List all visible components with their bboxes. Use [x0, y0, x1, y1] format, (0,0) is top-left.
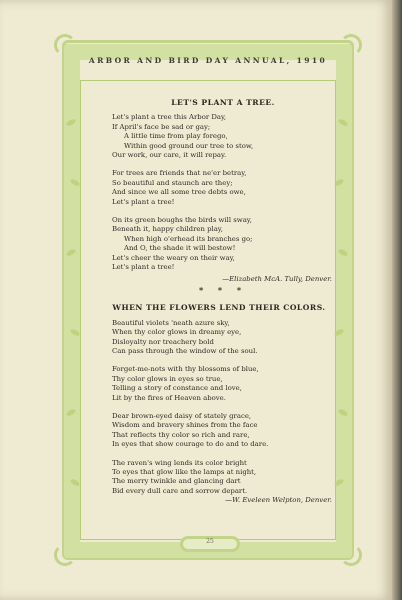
stanza: [112, 169, 334, 207]
corner-flourish-bottom-right: [340, 544, 362, 566]
poem-line: Bid every dull care and sorrow depart.: [112, 486, 248, 495]
poem-line: The merry twinkle and glancing dart: [112, 477, 241, 486]
poem-line: Beneath it, happy children play,: [112, 225, 223, 234]
poem-line: Thy color glows in eyes so true,: [112, 374, 223, 383]
poem-title: WHEN THE FLOWERS LEND THEIR COLORS.: [112, 303, 326, 313]
page-content: [112, 98, 334, 506]
poem-line: For trees are friends that ne'er betray,: [112, 169, 247, 178]
stanza: [112, 113, 334, 160]
poem-line: Wisdom and bravery shines from the face: [112, 421, 258, 430]
poem-line: Let's plant a tree this Arbor Day,: [112, 113, 227, 122]
poem-line: Let's plant a tree!: [112, 197, 175, 206]
poem-line: Within good ground our tree to stow,: [124, 141, 254, 150]
poem-line: In eyes that show courage to do and to dare.: [112, 440, 269, 449]
running-header: ARBOR AND BIRD DAY ANNUAL, 1910: [88, 56, 328, 65]
poem-line: Lit by the fires of Heaven above.: [112, 393, 226, 402]
poem-line: The raven's wing lends its color bright: [112, 458, 247, 467]
poem-line: Can pass through the window of the soul.: [112, 346, 258, 355]
stanza: [112, 365, 334, 403]
stanza: [112, 459, 334, 497]
poem-line: Disloyalty nor treachery bold: [112, 337, 214, 346]
corner-flourish-top-left: [54, 34, 76, 56]
poem-line: When high o'erhead its branches go;: [124, 234, 253, 243]
poem-line: A little time from play forego,: [124, 132, 228, 141]
stanza: [112, 216, 334, 272]
page-number: 25: [206, 538, 214, 545]
poem-title: LET'S PLANT A TREE.: [171, 98, 275, 107]
poem-line: Telling a story of constance and love,: [112, 384, 242, 393]
poem-line: Beautiful violets 'neath azure sky,: [112, 318, 230, 327]
poem-line: When thy color glows in dreamy eye,: [112, 328, 242, 337]
section-separator: * * *: [198, 284, 248, 295]
poem-line: If April's face be sad or gay;: [112, 122, 211, 131]
poem-line: So beautiful and staunch are they;: [112, 178, 233, 187]
poem-line: Let's cheer the weary on their way,: [112, 253, 235, 262]
stanza: [112, 319, 334, 357]
poem-line: On its green boughs the birds will sway,: [112, 216, 252, 225]
poem-line: Dear brown-eyed daisy of stately grace,: [112, 411, 252, 420]
corner-flourish-top-right: [340, 34, 362, 56]
poem-line: To eyes that glow like the lamps at night,: [112, 468, 257, 476]
poem-line: That reflects thy color so rich and rare,: [112, 430, 250, 439]
book-spine: [392, 0, 402, 600]
poem-line: And since we all some tree debts owe,: [112, 188, 246, 197]
poem-line: Our work, our care, it will repay.: [112, 151, 227, 160]
corner-flourish-bottom-left: [54, 544, 76, 566]
poem-line: Forget-me-nots with thy blossoms of blue,: [112, 365, 259, 374]
author-signature: —Elizabeth McA. Tully, Denver.: [222, 274, 332, 283]
poem-line: And O, the shade it will bestow!: [124, 244, 236, 253]
stanza: [112, 412, 334, 450]
author-signature: —W. Eveleen Welpton, Denver.: [225, 496, 332, 505]
poem-line: Let's plant a tree!: [112, 263, 175, 272]
